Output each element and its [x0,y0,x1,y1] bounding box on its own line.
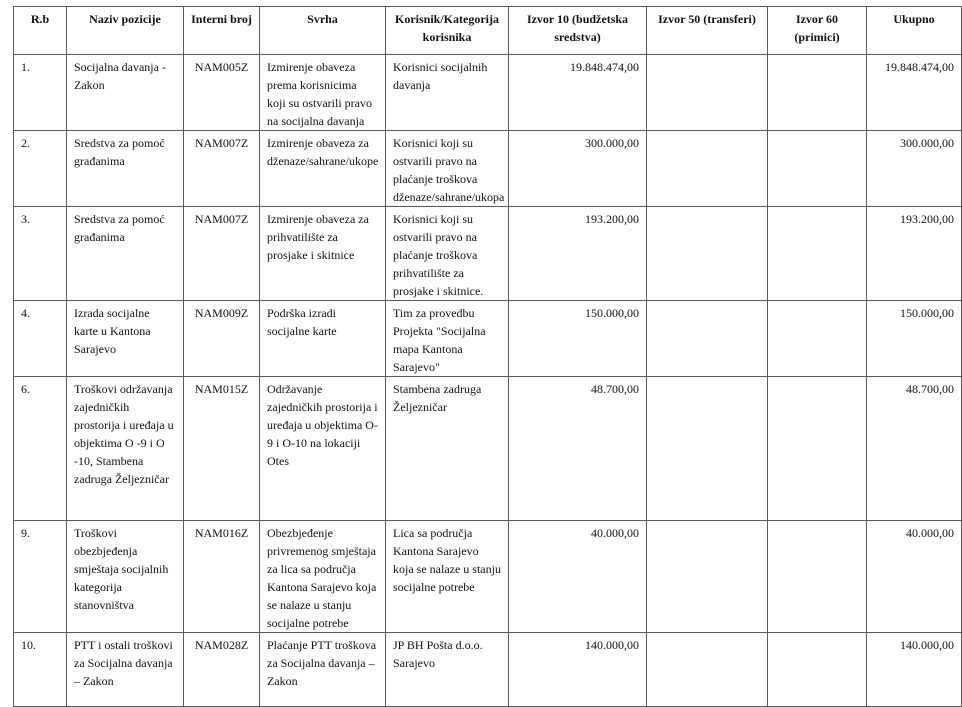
cell-naziv-pozicije: Izrada socijalne karte u Kantona Sarajevo [67,301,184,377]
cell-korisnik: Korisnici koji su ostvarili pravo na plaćanje troškova dženaze/sahrane/ukopa [386,131,509,207]
cell-izvor-60 [768,633,867,707]
cell-izvor-60 [768,131,867,207]
header-izvor-60: Izvor 60 (primici) [768,7,867,55]
cell-ukupno: 140.000,00 [867,633,962,707]
cell-izvor-10: 193.200,00 [509,207,647,301]
cell-naziv-pozicije: Sredstva za pomoć građanima [67,131,184,207]
table-row [14,55,962,131]
cell-naziv-pozicije: Troškovi obezbjeđenja smještaja socijalnih kategorija stanovništva [67,521,184,633]
header-interni-broj: Interni broj [184,7,260,55]
table-row [14,377,962,521]
cell-svrha: Održavanje zajedničkih prostorija i uređaja u objektima O-9 i O-10 na lokaciji Otes [260,377,386,521]
cell-svrha: Izmirenje obaveza prema korisnicima koji su ostvarili pravo na socijalna davanja [260,55,386,131]
cell-ukupno: 40.000,00 [867,521,962,633]
cell-rb: 1. [14,55,67,131]
cell-svrha: Obezbjeđenje privremenog smještaja za lica sa područja Kantona Sarajevo koja se nalaze u stanju socijalne potrebe [260,521,386,633]
cell-svrha: Izmirenje obaveza za dženaze/sahrane/ukope [260,131,386,207]
cell-izvor-10: 300.000,00 [509,131,647,207]
cell-izvor-10: 150.000,00 [509,301,647,377]
table-row [14,521,962,633]
cell-naziv-pozicije: Troškovi održavanja zajedničkih prostorija i uređaja u objektima O -9 i O -10, Stambena zadruga Željezničar [67,377,184,521]
cell-izvor-60 [768,377,867,521]
table-row [14,131,962,207]
cell-izvor-50 [647,131,768,207]
cell-interni-broj: NAM028Z [184,633,260,707]
cell-svrha: Plaćanje PTT troškova za Socijalna davanja – Zakon [260,633,386,707]
cell-korisnik: Korisnici koji su ostvarili pravo na plaćanje troškova prihvatilište za prosjake i skitnice. [386,207,509,301]
cell-izvor-50 [647,633,768,707]
cell-interni-broj: NAM007Z [184,207,260,301]
cell-izvor-10: 40.000,00 [509,521,647,633]
cell-interni-broj: NAM016Z [184,521,260,633]
cell-interni-broj: NAM015Z [184,377,260,521]
cell-rb: 3. [14,207,67,301]
cell-korisnik: Tim za provedbu Projekta "Socijalna mapa Kantona Sarajevo" [386,301,509,377]
header-row [14,7,962,55]
table-body [14,55,962,707]
table-row [14,207,962,301]
cell-izvor-10: 140.000,00 [509,633,647,707]
cell-interni-broj: NAM007Z [184,131,260,207]
table-row [14,301,962,377]
header-ukupno: Ukupno [867,7,962,55]
header-rb: R.b [14,7,67,55]
header-svrha: Svrha [260,7,386,55]
cell-ukupno: 193.200,00 [867,207,962,301]
cell-rb: 9. [14,521,67,633]
cell-izvor-50 [647,207,768,301]
cell-ukupno: 150.000,00 [867,301,962,377]
cell-ukupno: 48.700,00 [867,377,962,521]
cell-korisnik: Korisnici socijalnih davanja [386,55,509,131]
cell-izvor-10: 19.848.474,00 [509,55,647,131]
cell-rb: 6. [14,377,67,521]
cell-izvor-60 [768,55,867,131]
table-row [14,633,962,707]
cell-ukupno: 300.000,00 [867,131,962,207]
cell-izvor-50 [647,301,768,377]
cell-ukupno: 19.848.474,00 [867,55,962,131]
cell-interni-broj: NAM005Z [184,55,260,131]
cell-rb: 10. [14,633,67,707]
cell-korisnik: JP BH Pošta d.o.o. Sarajevo [386,633,509,707]
header-izvor-10: Izvor 10 (budžetska sredstva) [509,7,647,55]
cell-izvor-50 [647,377,768,521]
cell-korisnik: Lica sa područja Kantona Sarajevo koja se nalaze u stanju socijalne potrebe [386,521,509,633]
cell-izvor-60 [768,301,867,377]
cell-izvor-50 [647,521,768,633]
cell-interni-broj: NAM009Z [184,301,260,377]
cell-izvor-10: 48.700,00 [509,377,647,521]
cell-izvor-50 [647,55,768,131]
header-izvor-50: Izvor 50 (transferi) [647,7,768,55]
header-korisnik-kategorija: Korisnik/Kategorija korisnika [386,7,509,55]
header-naziv-pozicije: Naziv pozicije [67,7,184,55]
cell-izvor-60 [768,521,867,633]
cell-svrha: Izmirenje obaveza za prihvatilište za prosjake i skitnice [260,207,386,301]
cell-rb: 4. [14,301,67,377]
cell-izvor-60 [768,207,867,301]
cell-naziv-pozicije: PTT i ostali troškovi za Socijalna davanja – Zakon [67,633,184,707]
cell-svrha: Podrška izradi socijalne karte [260,301,386,377]
budget-table [13,6,962,707]
cell-korisnik: Stambena zadruga Željezničar [386,377,509,521]
cell-rb: 2. [14,131,67,207]
cell-naziv-pozicije: Sredstva za pomoć građanima [67,207,184,301]
cell-naziv-pozicije: Socijalna davanja - Zakon [67,55,184,131]
